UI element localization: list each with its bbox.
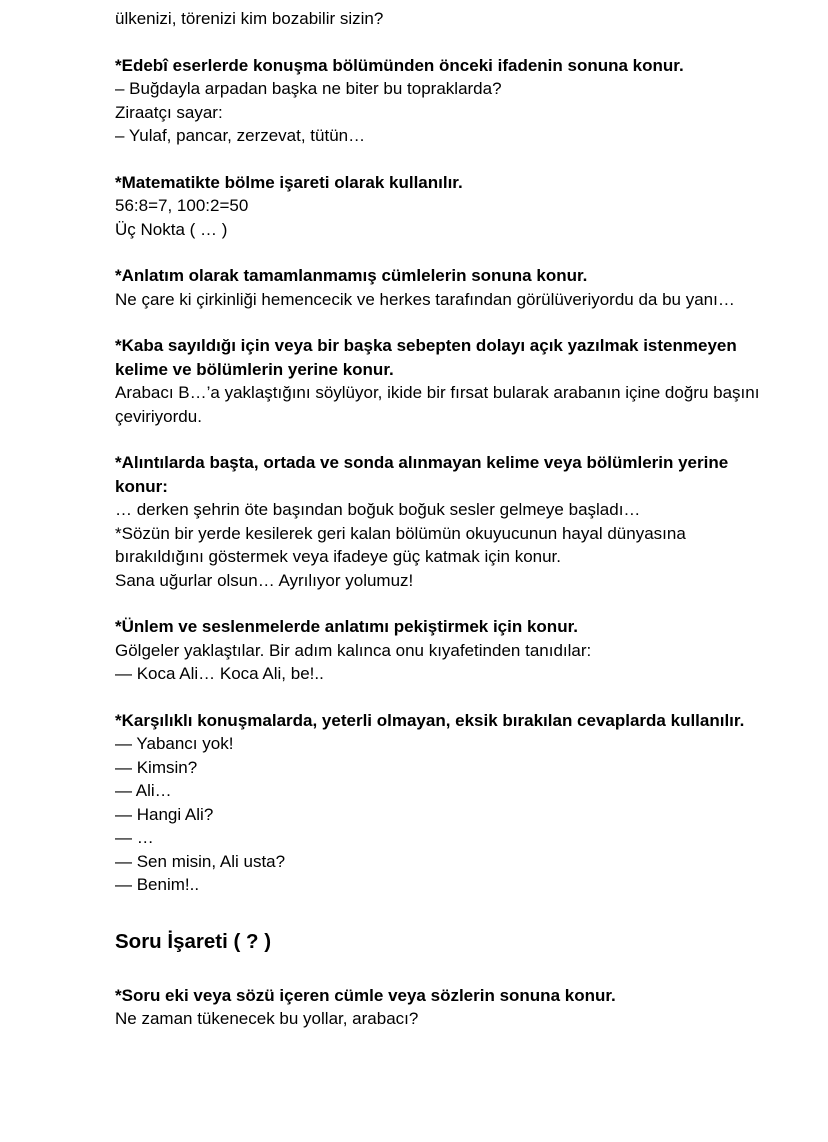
paragraph-group — [115, 171, 772, 242]
example-line: Arabacı B…’a yaklaştığını söylüyor, ikide bir fırsat bularak arabanın içine doğru başını çeviriyordu. — [115, 383, 760, 426]
rule-heading: *Edebî eserlerde konuşma bölümünden önceki ifadenin sonuna konur. — [115, 55, 684, 75]
section-heading: Soru İşareti ( ? ) — [115, 929, 272, 953]
dialogue-line: — … — [115, 828, 154, 847]
rule-heading: *Anlatım olarak tamamlanmamış cümlelerin sonuna konur. — [115, 266, 588, 285]
paragraph-group — [115, 7, 772, 31]
dialogue-line: — Ali… — [115, 781, 172, 800]
section-label: Üç Nokta ( … ) — [115, 219, 228, 239]
paragraph-group — [115, 334, 772, 428]
dialogue-line: — Kimsin? — [115, 757, 198, 777]
dialogue-line: — Yabancı yok! — [115, 734, 234, 753]
example-line: — Koca Ali… Koca Ali, be!.. — [115, 664, 324, 683]
dialogue-line: — Hangi Ali? — [115, 804, 214, 824]
example-line: – Buğdayla arpadan başka ne biter bu topraklarda? — [115, 79, 502, 98]
paragraph-group — [115, 615, 772, 686]
example-line: Gölgeler yaklaştılar. Bir adım kalınca onu kıyafetinden tanıdılar: — [115, 640, 592, 660]
rule-heading: *Alıntılarda başta, ortada ve sonda alınmayan kelime veya bölümlerin yerine konur: — [115, 453, 729, 496]
example-line: Ziraatçı sayar: — [115, 102, 223, 122]
paragraph-group — [115, 451, 772, 592]
rule-heading: *Kaba sayıldığı için veya bir başka sebepten dolayı açık yazılmak istenmeyen kelime ve bölümlerin yerine konur. — [115, 336, 737, 379]
example-line: 56:8=7, 100:2=50 — [115, 196, 249, 215]
example-line: Sana uğurlar olsun… Ayrılıyor yolumuz! — [115, 570, 414, 590]
rule-heading: *Karşılıklı konuşmalarda, yeterli olmayan, eksik bırakılan cevaplarda kullanılır. — [115, 710, 745, 730]
body-line: ülkenizi, törenizi kim bozabilir sizin? — [115, 9, 384, 28]
example-line: – Yulaf, pancar, zerzevat, tütün… — [115, 126, 366, 145]
dialogue-line: — Benim!.. — [115, 875, 200, 894]
rule-line: *Sözün bir yerde kesilerek geri kalan bölümün okuyucunun hayal dünyasına bırakıldığını göstermek veya ifadeye güç katmak için konur. — [115, 523, 686, 566]
rule-heading: *Matematikte bölme işareti olarak kullanılır. — [115, 172, 463, 192]
rule-heading: *Ünlem ve seslenmelerde anlatımı pekiştirmek için konur. — [115, 617, 578, 636]
paragraph-group — [115, 984, 772, 1031]
example-line: … derken şehrin öte başından boğuk boğuk sesler gelmeye başladı… — [115, 500, 641, 519]
example-line: Ne çare ki çirkinliği hemencecik ve herkes tarafından görülüveriyordu da bu yanı… — [115, 289, 735, 309]
dialogue-line: — Sen misin, Ali usta? — [115, 851, 286, 871]
rule-heading: *Soru eki veya sözü içeren cümle veya sözlerin sonuna konur. — [115, 985, 616, 1005]
paragraph-group — [115, 709, 772, 897]
paragraph-group — [115, 54, 772, 148]
paragraph-group — [115, 264, 772, 311]
example-line: Ne zaman tükenecek bu yollar, arabacı? — [115, 1009, 419, 1028]
section-heading-group — [115, 929, 772, 955]
